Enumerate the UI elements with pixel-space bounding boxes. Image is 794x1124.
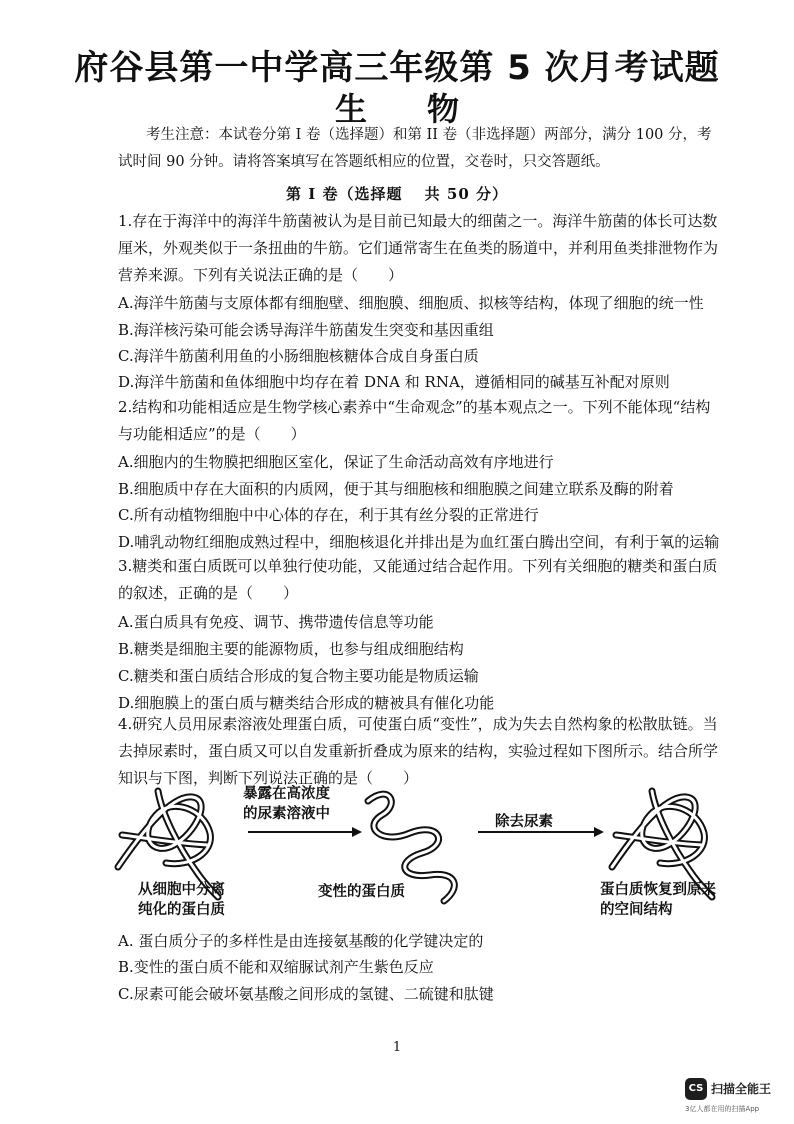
exam-notice <box>118 122 718 176</box>
question-3-option-b: B.糖类是细胞主要的能源物质，也参与组成细胞结构 <box>118 640 464 658</box>
scanner-app-name: 扫描全能王 <box>711 1082 772 1096</box>
question-4-option-b: B.变性的蛋白质不能和双缩脲试剂产生紫色反应 <box>118 958 434 976</box>
caption-native-protein <box>138 880 225 920</box>
scanner-tagline: 3亿人都在用的扫描App <box>685 1105 760 1113</box>
caption-denatured-protein: 变性的蛋白质 <box>318 884 405 900</box>
question-1-stem: 1.存在于海洋中的海洋牛筋菌被认为是目前已知最大的细菌之一。海洋牛筋菌的体长可达数厘米，外观类似于一条扭曲的牛筋。它们通常寄生在鱼类的肠道中，并利用鱼类排泄物作为营养来源。下列有关说法正确的是（ ） <box>118 212 719 284</box>
question-4-option-a: A. 蛋白质分子的多样性是由连接氨基酸的化学键决定的 <box>118 932 484 950</box>
question-3-option-d: D.细胞膜上的蛋白质与糖类结合形成的糖被具有催化功能 <box>118 694 495 712</box>
arrow-1-label <box>243 784 330 824</box>
section-title: 第 I 卷（选择题 共 50 分） <box>285 185 508 203</box>
caption-native-line-2: 纯化的蛋白质 <box>138 902 225 918</box>
caption-native-line-1: 从细胞中分离 <box>138 882 225 898</box>
question-1-option-d: D.海洋牛筋菌和鱼体细胞中均存在着 DNA 和 RNA，遵循相同的碱基互补配对原则 <box>118 373 670 391</box>
question-1-option-a: A.海洋牛筋菌与支原体都有细胞壁、细胞膜、细胞质、拟核等结构，体现了细胞的统一性 <box>118 294 704 312</box>
caption-refolded-line-1: 蛋白质恢复到原来 <box>600 882 716 898</box>
caption-refolded-protein <box>600 880 716 920</box>
caption-refolded-line-2: 的空间结构 <box>600 902 673 918</box>
question-1-option-c: C.海洋牛筋菌利用鱼的小肠细胞核糖体合成自身蛋白质 <box>118 347 479 365</box>
question-3-stem: 3.糖类和蛋白质既可以单独行使功能，又能通过结合起作用。下列有关细胞的糖类和蛋白质的叙述，正确的是（ ） <box>118 557 718 602</box>
notice-line-2: 试时间 90 分钟。请将答案填写在答题纸相应的位置，交卷时，只交答题纸。 <box>118 154 610 170</box>
camscanner-logo-icon: CS <box>685 1078 707 1100</box>
question-2-option-d: D.哺乳动物红细胞成熟过程中，细胞核退化并排出是为血红蛋白腾出空间，有利于氧的运输 <box>118 533 720 551</box>
subject-title: 生物 <box>334 90 519 128</box>
notice-line-1: 考生注意：本试卷分第 I 卷（选择题）和第 II 卷（非选择题）两部分，满分 100 分，考 <box>146 127 712 143</box>
question-4-option-c: C.尿素可能会破坏氨基酸之间形成的氢键、二硫键和肽键 <box>118 985 494 1003</box>
scanner-watermark <box>685 1078 785 1118</box>
question-3-option-a: A.蛋白质具有免疫、调节、携带遗传信息等功能 <box>118 613 434 631</box>
question-2-option-c: C.所有动植物细胞中中心体的存在，利于其有丝分裂的正常进行 <box>118 506 539 524</box>
question-4-stem: 4.研究人员用尿素溶液处理蛋白质，可使蛋白质“变性”，成为失去自然构象的松散肽链。当去掉尿素时，蛋白质又可以自发重新折叠成为原来的结构，实验过程如下图所示。结合所学知识与下图，判断下列说法正确的是（ ） <box>118 715 719 787</box>
question-2-stem: 2.结构和功能相适应是生物学核心素养中“生命观念”的基本观点之一。下列不能体现“结构与功能相适应”的是（ ） <box>118 398 711 443</box>
arrow-1-label-line-2: 的尿素溶液中 <box>243 806 330 822</box>
arrow-1-label-line-1: 暴露在高浓度 <box>243 786 330 802</box>
question-2-option-b: B.细胞质中存在大面积的内质网，便于其与细胞核和细胞膜之间建立联系及酶的附着 <box>118 480 674 498</box>
page-number: 1 <box>392 1040 402 1055</box>
arrow-2-label: 除去尿素 <box>495 814 553 830</box>
question-3-option-c: C.糖类和蛋白质结合形成的复合物主要功能是物质运输 <box>118 667 479 685</box>
page-title: 府谷县第一中学高三年级第 5 次月考试题 <box>74 48 720 88</box>
question-2-option-a: A.细胞内的生物膜把细胞区室化，保证了生命活动高效有序地进行 <box>118 453 554 471</box>
question-1-option-b: B.海洋核污染可能会诱导海洋牛筋菌发生突变和基因重组 <box>118 321 494 339</box>
